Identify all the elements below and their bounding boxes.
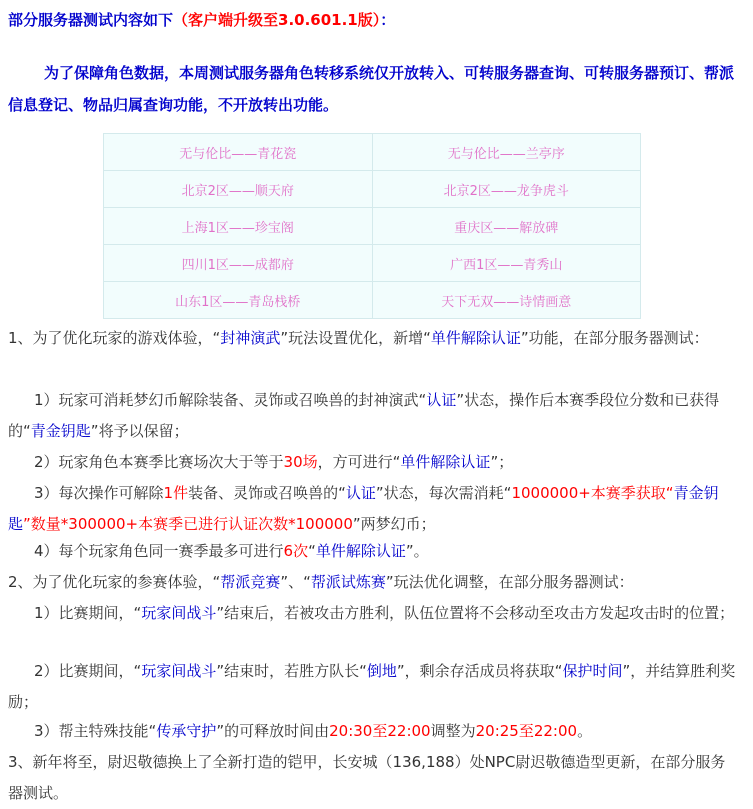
text-run: 单件解除认证 <box>315 542 406 560</box>
server-cell: 上海1区——珍宝阁 <box>104 208 373 245</box>
text-run: 1、为了优化玩家的游戏体验，“ <box>8 329 221 347</box>
intro-paragraph: 为了保障角色数据，本周测试服务器角色转移系统仅开放转入、可转服务器查询、可转服务器预订、帮派信息登记、物品归属查询功能，不开放转出功能。 <box>8 64 735 114</box>
text-run: 青金钥匙 <box>30 422 91 440</box>
item-2 <box>8 567 738 598</box>
server-cell: 广西1区——青秀山 <box>372 245 641 282</box>
text-run: 玩家间战斗 <box>141 604 217 622</box>
text-run: 2）玩家角色本赛季比赛场次大于等于 <box>34 453 284 471</box>
text-run: ”玩法优化调整，在部分服务器测试： <box>385 573 634 591</box>
server-row <box>104 282 641 319</box>
item-2-3 <box>8 716 738 747</box>
text-run: 1件 <box>163 484 189 502</box>
item-1-3 <box>8 478 738 540</box>
text-run: ”状态，每次需消耗“ <box>375 484 512 502</box>
text-run: 2、为了优化玩家的参赛体验，“ <box>8 573 221 591</box>
server-row <box>104 171 641 208</box>
text-run: 3）每次操作可解除 <box>34 484 164 502</box>
text-run: 6次 <box>283 542 309 560</box>
server-cell: 北京2区——龙争虎斗 <box>372 171 641 208</box>
text-run: 4）每个玩家角色同一赛季最多可进行 <box>34 542 284 560</box>
text-run: 30场 <box>283 453 318 471</box>
text-run: ”将予以保留； <box>90 422 189 440</box>
server-row <box>104 245 641 282</box>
server-cell: 北京2区——顺天府 <box>104 171 373 208</box>
server-cell: 无与伦比——青花瓷 <box>104 134 373 171</box>
text-run: 封神演武 <box>220 329 281 347</box>
text-run: ： <box>380 11 396 29</box>
text-run: 帮派试炼赛 <box>310 573 386 591</box>
item-1-1 <box>8 385 738 447</box>
server-cell: 无与伦比——兰亭序 <box>372 134 641 171</box>
text-run: 青金钥匙 <box>8 484 719 533</box>
text-run: “ <box>308 542 316 560</box>
text-run: 部分服务器测试内容如下 <box>8 11 174 29</box>
item-2-1 <box>8 598 738 629</box>
text-run: ”、“ <box>280 573 311 591</box>
server-cell: 四川1区——成都府 <box>104 245 373 282</box>
text-run: 玩家间战斗 <box>141 662 217 680</box>
text-run: 3）帮主特殊技能“ <box>34 722 157 740</box>
item-2-2 <box>8 656 738 718</box>
text-run: *300000+本赛季已进行认证次数*100000 <box>60 515 353 533</box>
text-run: 调整为 <box>430 722 476 740</box>
text-run: 2）比赛期间，“ <box>34 662 142 680</box>
server-table <box>103 133 641 319</box>
text-run: ”的可释放时间由 <box>216 722 330 740</box>
text-run: 认证 <box>345 484 376 502</box>
text-run: 20:30至22:00 <box>329 722 431 740</box>
text-run: 认证 <box>426 391 457 409</box>
server-cell: 重庆区——解放碑 <box>372 208 641 245</box>
version-note: （客户端升级至3.0.601.1版） <box>173 11 381 29</box>
text-run: 传承守护 <box>156 722 217 740</box>
text-run: 。 <box>577 722 593 740</box>
text-run: ”结束时，若胜方队长“ <box>216 662 367 680</box>
text-run: 倒地 <box>366 662 397 680</box>
text-run: 1）比赛期间，“ <box>34 604 142 622</box>
item-1-2 <box>8 447 738 478</box>
text-run: ”，剩余存活成员将获取“ <box>396 662 563 680</box>
item-1-4 <box>8 536 738 567</box>
server-cell: 山东1区——青岛栈桥 <box>104 282 373 319</box>
text-run: ”； <box>490 453 514 471</box>
item-1 <box>8 323 738 354</box>
page-title <box>8 9 395 30</box>
text-run: ”，并结算胜利奖励； <box>8 662 736 711</box>
text-run: 1000000+本赛季获取“ <box>511 484 674 502</box>
text-run: 保护时间 <box>562 662 623 680</box>
text-run: ”结束后，若被攻击方胜利，队伍位置将不会移动至攻击方发起攻击时的位置； <box>216 604 735 622</box>
server-row <box>104 134 641 171</box>
text-run: ”状态，操作后本赛季段位分数和已获得的“ <box>8 391 720 440</box>
text-run: ”两梦幻币； <box>352 515 436 533</box>
text-run: 帮派竞赛 <box>220 573 281 591</box>
item-3: 3、新年将至，尉迟敬德换上了全新打造的铠甲，长安城（136,188）处NPC尉迟敬德造型更新，在部分服务器测试。 <box>8 753 726 802</box>
server-row <box>104 208 641 245</box>
text-run: ”。 <box>405 542 429 560</box>
text-run: 20:25至22:00 <box>475 722 578 740</box>
text-run: ”数量 <box>23 515 61 533</box>
text-run: ”功能，在部分服务器测试： <box>520 329 709 347</box>
text-run: 装备、灵饰或召唤兽的“ <box>188 484 346 502</box>
text-run: 单件解除认证 <box>430 329 521 347</box>
text-run: 单件解除认证 <box>400 453 491 471</box>
text-run: 1）玩家可消耗梦幻币解除装备、灵饰或召唤兽的封神演武“ <box>34 391 427 409</box>
server-cell: 天下无双——诗情画意 <box>372 282 641 319</box>
text-run: ”玩法设置优化，新增“ <box>280 329 431 347</box>
text-run: ，方可进行“ <box>317 453 401 471</box>
